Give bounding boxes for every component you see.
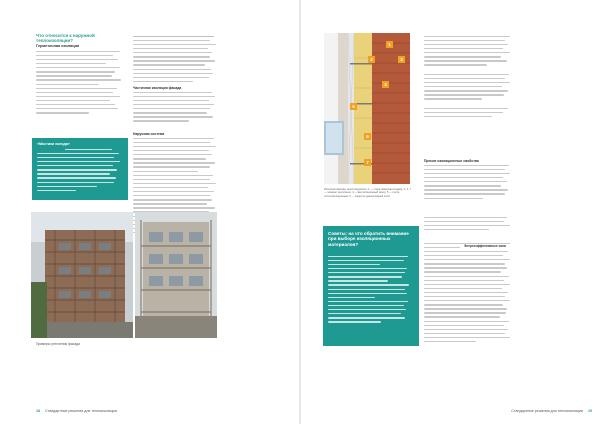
left-page	[0, 0, 299, 424]
col2-heading-1: Частичная изоляция фасада	[133, 86, 182, 90]
advice-box	[323, 226, 419, 346]
diagram-callout-7: 7	[364, 159, 371, 166]
right-col-heading: Прочие изоляционные свойства	[424, 159, 479, 163]
diagram-callout-4: 4	[382, 81, 389, 88]
facade-photo-1	[31, 212, 133, 338]
col1-body-text	[36, 48, 124, 128]
left-footer	[36, 409, 117, 413]
col1-heading: Герметичная изоляция	[36, 44, 80, 48]
left-footer-text: Стандартные решения для теплоизоляции	[45, 409, 117, 413]
diagram-caption: Изоляция фасада, вентилируемого: 1 — стена (сквозная кладка), 2, 3, 7 — элемент крепления, 4 — вентиляционный зазор, 5 — плита теплоизоляционная, 6 — защитно-декоративный слой	[324, 188, 412, 198]
advice-box-title: Советы: на что обратить внимание при выборе изоляционных материалов?	[328, 231, 409, 247]
col2-heading-2: Наружная система	[133, 132, 165, 136]
cold-bridges-text	[37, 146, 123, 198]
col2-body-text-1	[133, 33, 219, 83]
diagram-callout-2: 2	[368, 56, 375, 63]
diagram-callout-3: 3	[398, 56, 405, 63]
col2-body-text-2	[133, 89, 219, 129]
facade-insulation-diagram	[324, 33, 410, 184]
diagram-callout-6: 6	[364, 133, 371, 140]
cold-bridges-title: «Мостики холода»	[37, 142, 70, 146]
energy-windows-label: Энергоэффективные окна	[464, 244, 506, 248]
diagram-callout-5: 5	[350, 103, 357, 110]
section-question: Что относится к наружной теплоизоляции?	[36, 33, 95, 43]
advice-box-text	[328, 253, 414, 343]
photo-caption: Примеры утепления фасада	[36, 342, 80, 346]
left-page-number: 18	[36, 409, 40, 413]
facade-photo-2	[135, 212, 217, 338]
right-col-text-4	[424, 240, 514, 356]
right-footer-text: Стандартные решения для теплоизоляции	[511, 409, 583, 413]
cold-bridges-box	[32, 138, 128, 200]
right-page	[301, 0, 600, 424]
right-col-text-3	[424, 214, 514, 238]
right-col-text-1	[424, 33, 514, 149]
right-footer	[511, 409, 592, 413]
right-col-text-2	[424, 162, 514, 210]
right-page-number: 19	[588, 409, 592, 413]
diagram-callout-1: 1	[386, 41, 393, 48]
